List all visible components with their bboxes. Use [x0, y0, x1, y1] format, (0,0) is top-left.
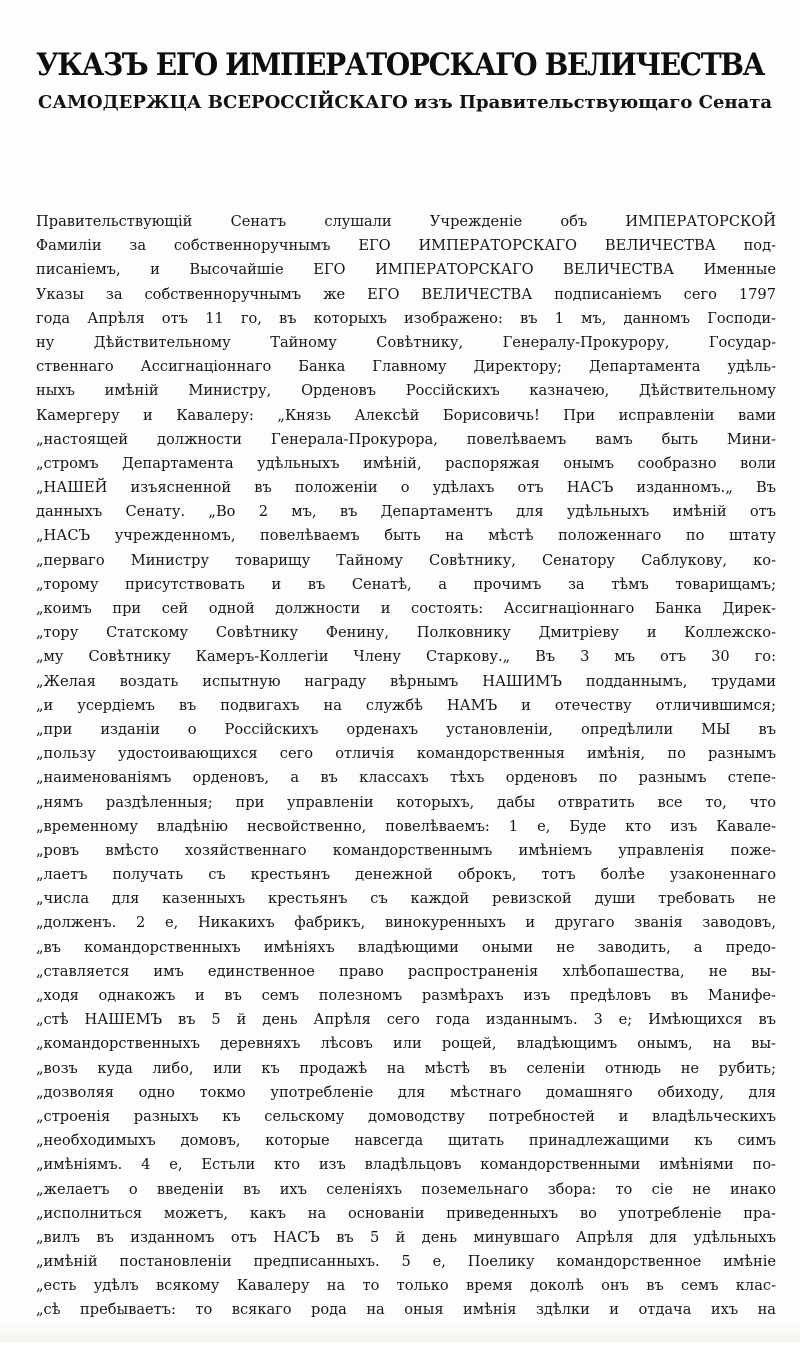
text-line: „строенія разныхъ къ сельскому домоводству потребностей и владѣльческихъ — [36, 1107, 776, 1125]
text-line: „желаетъ о введеніи въ ихъ селеніяхъ поземельнаго збора: то сіе не инако — [36, 1180, 776, 1198]
text-line: „НАШЕЙ изъясненной въ положеніи о удѣлахъ отъ НАСЪ изданномъ.„ Въ — [36, 479, 776, 497]
text-line: „настоящей должности Генерала-Прокурора, повелѣваемъ вамъ быть Мини- — [36, 430, 776, 448]
text-line: „лаетъ получать съ крестьянъ денежной оброкъ, тотъ болѣе узаконеннаго — [36, 866, 776, 884]
page-bottom-edge — [0, 1322, 800, 1342]
text-line: „временному владѣнію несвойственно, повелѣваемъ: 1 е, Буде кто изъ Кавале- — [36, 817, 776, 835]
text-line: „стромъ Департамента удѣльныхъ имѣній, распоряжая онымъ сообразно воли — [36, 454, 776, 472]
text-line: „имѣніямъ. 4 е, Естьли кто изъ владѣльцовъ командорственными имѣніями по- — [36, 1156, 776, 1174]
text-line: ственнаго Ассигнаціоннаго Банка Главному Директору; Департамента удѣль- — [36, 358, 776, 376]
text-line: „перваго Министру товарищу Тайному Совѣтнику, Сенатору Саблукову, ко- — [36, 551, 776, 569]
text-line: Фамиліи за собственноручнымъ ЕГО ИМПЕРАТОРСКАГО ВЕЛИЧЕСТВА под- — [36, 237, 776, 255]
decree-title: УКАЗЪ ЕГО ИМПЕРАТОРСКАГО ВЕЛИЧЕСТВА — [36, 47, 765, 83]
text-line: „му Совѣтнику Камеръ-Коллегіи Члену Старкову.„ Въ 3 мъ отъ 30 го: — [36, 648, 776, 666]
text-line: „НАСЪ учрежденномъ, повелѣваемъ быть на мѣстѣ положеннаго по штату — [36, 527, 776, 545]
text-line: „ровъ вмѣсто хозяйственнаго командорственнымъ имѣніемъ управленія поже- — [36, 841, 776, 859]
text-line: „вилъ въ изданномъ отъ НАСЪ въ 5 й день минувшаго Апрѣля для удѣльныхъ — [36, 1228, 776, 1246]
text-line: „числа для казенныхъ крестьянъ съ каждой ревизской души требовать не — [36, 890, 776, 908]
text-line: „торому присутствовать и въ Сенатѣ, а прочимъ за тѣмъ товарищамъ; — [36, 575, 776, 593]
text-line: ну Дѣйствительному Тайному Совѣтнику, Генералу-Прокурору, Государ- — [36, 333, 776, 351]
text-line: „долженъ. 2 е, Никакихъ фабрикъ, винокуренныхъ и другаго званія заводовъ, — [36, 914, 776, 932]
text-line: „командорственныхъ деревняхъ лѣсовъ или рощей, владѣющимъ онымъ, на вы- — [36, 1035, 776, 1053]
text-line: „необходимыхъ домовъ, которые навсегда щитать принадлежащими къ симъ — [36, 1132, 776, 1150]
text-line: Камергеру и Кавалеру: „Князь Алексѣй Борисовичь! При исправленіи вами — [36, 406, 776, 424]
text-line: „сѣ пребываетъ: то всякаго рода на оныя имѣнія здѣлки и отдача ихъ на — [36, 1301, 776, 1319]
text-line: „дозволяя одно токмо употребленіе для мѣстнаго домашняго обиходу, для — [36, 1083, 776, 1101]
text-line: „наименованіямъ орденовъ, а въ классахъ тѣхъ орденовъ по разнымъ степе- — [36, 769, 776, 787]
text-line: „пользу удостоивающихся сего отличія командорственныя имѣнія, по разнымъ — [36, 745, 776, 763]
text-line: „исполниться можетъ, какъ на основаніи приведенныхъ во употребленіе пра- — [36, 1204, 776, 1222]
text-line: „стѣ НАШЕМЪ въ 5 й день Апрѣля сего года изданнымъ. 3 е; Имѣющихся въ — [36, 1011, 776, 1029]
text-line: „тору Статскому Совѣтнику Фенину, Полковнику Дмитріеву и Коллежско- — [36, 624, 776, 642]
text-line: „есть удѣлъ всякому Кавалеру на то только время доколѣ онъ въ семъ клас- — [36, 1277, 776, 1295]
text-line: писаніемъ, и Высочайшіе ЕГО ИМПЕРАТОРСКАГО ВЕЛИЧЕСТВА Именные — [36, 261, 776, 279]
text-line: „и усердіемъ въ подвигахъ на службѣ НАМЪ и отечеству отличившимся; — [36, 696, 776, 714]
text-line: „въ командорственныхъ имѣніяхъ владѣющими оными не заводить, а предо- — [36, 938, 776, 956]
text-line: „коимъ при сей одной должности и состоять: Ассигнаціоннаго Банка Дирек- — [36, 600, 776, 617]
text-line: „имѣній постановленіи предписанныхъ. 5 е, Поелику командорственное имѣніе — [36, 1253, 776, 1271]
text-line: „при изданіи о Россійскихъ орденахъ установленіи, опредѣлили МЫ въ — [36, 720, 776, 738]
text-line: ныхъ имѣній Министру, Орденовъ Россійскихъ казначею, Дѣйствительному — [36, 382, 776, 400]
text-line: Правительствующій Сенатъ слушали Учрежденіе объ ИМПЕРАТОРСКОЙ — [36, 213, 776, 230]
text-line: „нямъ раздѣленныя; при управленіи которыхъ, дабы отвратить все то, что — [36, 793, 776, 811]
text-line: данныхъ Сенату. „Во 2 мъ, въ Департаментъ для удѣльныхъ имѣній отъ — [36, 503, 776, 521]
text-line: „возъ куда либо, или къ продажѣ на мѣстѣ въ селеніи отнюдь не рубить; — [36, 1059, 776, 1077]
text-line: „ходя однакожъ и въ семъ полезномъ размѣрахъ изъ предѣловъ въ Манифе- — [36, 987, 776, 1004]
decree-subtitle: САМОДЕРЖЦА ВСЕРОССІЙСКАГО изъ Правительствующаго Сената — [38, 92, 773, 113]
decree-body — [36, 210, 776, 1347]
text-line: Указы за собственноручнымъ же ЕГО ВЕЛИЧЕСТВА подписаніемъ сего 1797 — [36, 285, 776, 303]
text-line: „Желая воздать испытную награду вѣрнымъ НАШИМЪ подданнымъ, трудами — [36, 672, 776, 690]
text-line: года Апрѣля отъ 11 го, въ которыхъ изображено: въ 1 мъ, данномъ Господи- — [36, 309, 776, 327]
text-line: „ставляется имъ единственное право распространенія хлѣбопашества, не вы- — [36, 962, 776, 980]
